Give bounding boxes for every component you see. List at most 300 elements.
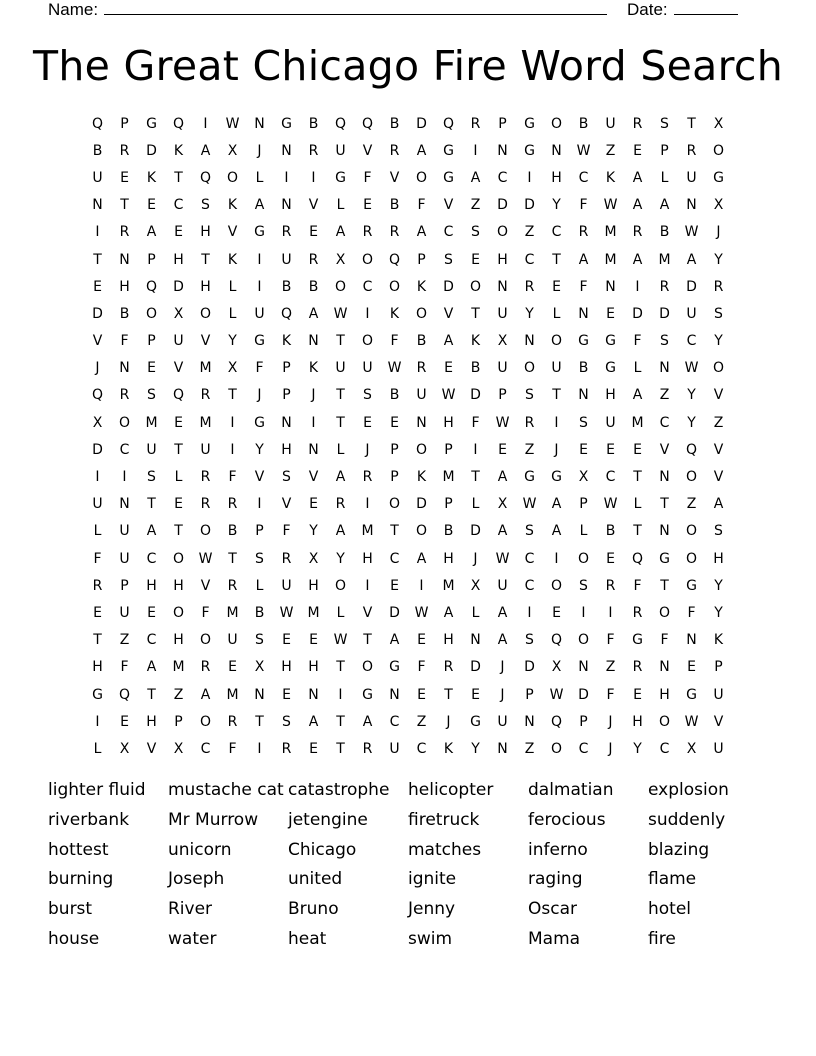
grid-letter[interactable]: Y [471, 740, 480, 757]
grid-letter[interactable]: C [524, 251, 535, 268]
grid-letter[interactable]: O [577, 550, 590, 567]
grid-letter[interactable]: Z [605, 659, 616, 676]
grid-letter[interactable]: X [497, 496, 508, 513]
grid-letter[interactable]: I [473, 142, 478, 159]
grid-letter[interactable]: N [659, 523, 670, 540]
grid-letter[interactable]: P [498, 115, 507, 132]
grid-letter[interactable]: A [470, 169, 481, 186]
grid-letter[interactable]: R [470, 115, 481, 132]
grid-letter[interactable]: G [578, 333, 589, 350]
grid-letter[interactable]: L [255, 169, 264, 186]
grid-letter[interactable]: Z [524, 224, 535, 241]
grid-letter[interactable]: U [713, 740, 724, 757]
grid-letter[interactable]: W [279, 604, 294, 621]
grid-letter[interactable]: W [495, 550, 510, 567]
grid-letter[interactable]: N [659, 360, 670, 377]
grid-letter[interactable]: Q [118, 686, 131, 703]
grid-letter[interactable]: X [335, 251, 346, 268]
grid-letter[interactable]: U [119, 550, 130, 567]
grid-letter[interactable]: C [416, 740, 427, 757]
grid-letter[interactable]: V [362, 604, 373, 621]
grid-letter[interactable]: T [552, 387, 561, 404]
grid-letter[interactable]: H [497, 251, 508, 268]
grid-letter[interactable]: X [92, 414, 103, 431]
grid-letter[interactable]: W [333, 632, 348, 649]
grid-letter[interactable]: H [200, 278, 211, 295]
grid-letter[interactable]: A [632, 197, 643, 214]
grid-letter[interactable]: I [122, 469, 127, 486]
grid-letter[interactable]: N [119, 251, 130, 268]
grid-letter[interactable]: U [227, 632, 238, 649]
grid-letter[interactable]: K [173, 142, 184, 159]
grid-letter[interactable]: R [578, 224, 589, 241]
grid-letter[interactable]: F [660, 632, 669, 649]
grid-letter[interactable]: U [551, 360, 562, 377]
grid-letter[interactable]: N [119, 496, 130, 513]
grid-letter[interactable]: E [417, 632, 426, 649]
grid-letter[interactable]: T [174, 441, 183, 458]
grid-letter[interactable]: L [93, 740, 102, 757]
grid-letter[interactable]: A [497, 469, 508, 486]
grid-letter[interactable]: O [172, 604, 185, 621]
grid-letter[interactable]: H [281, 441, 292, 458]
grid-letter[interactable]: W [387, 360, 402, 377]
grid-letter[interactable]: E [633, 142, 642, 159]
grid-letter[interactable]: A [497, 632, 508, 649]
grid-letter[interactable]: A [146, 659, 157, 676]
grid-letter[interactable]: N [659, 469, 670, 486]
grid-letter[interactable]: V [200, 577, 211, 594]
grid-letter[interactable]: V [308, 197, 319, 214]
grid-letter[interactable]: M [658, 251, 671, 268]
grid-letter[interactable]: X [713, 197, 724, 214]
grid-letter[interactable]: E [633, 441, 642, 458]
grid-letter[interactable]: R [119, 387, 130, 404]
grid-letter[interactable]: Z [713, 414, 724, 431]
grid-letter[interactable]: N [281, 197, 292, 214]
grid-letter[interactable]: L [471, 496, 480, 513]
grid-letter[interactable]: O [226, 169, 239, 186]
grid-letter[interactable]: V [713, 713, 724, 730]
grid-letter[interactable]: U [605, 115, 616, 132]
grid-letter[interactable]: F [363, 169, 372, 186]
grid-letter[interactable]: U [92, 496, 103, 513]
grid-letter[interactable]: N [497, 740, 508, 757]
grid-letter[interactable]: R [308, 142, 319, 159]
grid-letter[interactable]: V [389, 169, 400, 186]
grid-letter[interactable]: I [338, 686, 343, 703]
grid-letter[interactable]: N [308, 686, 319, 703]
grid-letter[interactable]: I [419, 577, 424, 594]
grid-letter[interactable]: I [554, 550, 559, 567]
grid-letter[interactable]: H [632, 713, 643, 730]
grid-letter[interactable]: Y [714, 251, 723, 268]
grid-letter[interactable]: H [443, 632, 454, 649]
grid-letter[interactable]: L [633, 360, 642, 377]
grid-letter[interactable]: O [172, 550, 185, 567]
grid-letter[interactable]: I [311, 169, 316, 186]
grid-letter[interactable]: Q [631, 550, 644, 567]
grid-letter[interactable]: L [633, 496, 642, 513]
grid-letter[interactable]: O [361, 333, 374, 350]
grid-letter[interactable]: S [525, 387, 534, 404]
grid-letter[interactable]: R [227, 713, 238, 730]
grid-letter[interactable]: O [199, 523, 212, 540]
grid-letter[interactable]: R [632, 604, 643, 621]
grid-letter[interactable]: H [443, 414, 454, 431]
grid-letter[interactable]: D [632, 305, 643, 322]
grid-letter[interactable]: T [633, 523, 642, 540]
grid-letter[interactable]: N [470, 632, 481, 649]
grid-letter[interactable]: V [713, 469, 724, 486]
grid-letter[interactable]: G [686, 686, 697, 703]
grid-letter[interactable]: P [282, 387, 291, 404]
grid-letter[interactable]: X [173, 305, 184, 322]
grid-letter[interactable]: I [365, 496, 370, 513]
grid-letter[interactable]: S [147, 387, 156, 404]
grid-letter[interactable]: E [471, 251, 480, 268]
grid-letter[interactable]: V [173, 360, 184, 377]
grid-letter[interactable]: T [687, 115, 696, 132]
grid-letter[interactable]: A [200, 686, 211, 703]
grid-letter[interactable]: B [443, 523, 454, 540]
grid-letter[interactable]: V [443, 305, 454, 322]
grid-letter[interactable]: O [550, 740, 563, 757]
grid-letter[interactable]: E [606, 305, 615, 322]
grid-letter[interactable]: Z [416, 713, 427, 730]
grid-letter[interactable]: R [443, 659, 454, 676]
grid-letter[interactable]: R [119, 224, 130, 241]
grid-letter[interactable]: O [415, 305, 428, 322]
grid-letter[interactable]: T [93, 632, 102, 649]
grid-letter[interactable]: I [95, 224, 100, 241]
grid-letter[interactable]: U [605, 414, 616, 431]
grid-letter[interactable]: J [716, 224, 721, 241]
grid-letter[interactable]: Y [687, 387, 696, 404]
grid-letter[interactable]: Q [91, 387, 104, 404]
grid-letter[interactable]: G [254, 224, 265, 241]
grid-letter[interactable]: H [281, 659, 292, 676]
grid-letter[interactable]: P [579, 496, 588, 513]
grid-letter[interactable]: A [551, 496, 562, 513]
grid-letter[interactable]: H [713, 550, 724, 567]
grid-letter[interactable]: N [281, 414, 292, 431]
grid-letter[interactable]: S [660, 115, 669, 132]
grid-letter[interactable]: E [93, 604, 102, 621]
grid-letter[interactable]: J [554, 441, 559, 458]
grid-letter[interactable]: N [686, 197, 697, 214]
grid-letter[interactable]: T [336, 414, 345, 431]
grid-letter[interactable]: O [415, 169, 428, 186]
grid-letter[interactable]: U [281, 577, 292, 594]
grid-letter[interactable]: E [606, 550, 615, 567]
grid-letter[interactable]: Q [550, 632, 563, 649]
grid-letter[interactable]: J [446, 713, 451, 730]
grid-letter[interactable]: I [230, 414, 235, 431]
grid-letter[interactable]: N [497, 278, 508, 295]
grid-letter[interactable]: S [714, 305, 723, 322]
grid-letter[interactable]: C [524, 550, 535, 567]
grid-letter[interactable]: R [281, 224, 292, 241]
grid-letter[interactable]: O [145, 305, 158, 322]
grid-letter[interactable]: W [495, 414, 510, 431]
grid-letter[interactable]: E [552, 604, 561, 621]
grid-letter[interactable]: I [257, 251, 262, 268]
grid-letter[interactable]: W [522, 496, 537, 513]
grid-letter[interactable]: E [390, 414, 399, 431]
grid-letter[interactable]: R [92, 577, 103, 594]
grid-letter[interactable]: X [578, 469, 589, 486]
grid-letter[interactable]: F [471, 414, 480, 431]
grid-letter[interactable]: N [497, 142, 508, 159]
grid-letter[interactable]: V [281, 496, 292, 513]
grid-letter[interactable]: M [145, 414, 158, 431]
grid-letter[interactable]: E [309, 740, 318, 757]
grid-letter[interactable]: B [578, 115, 589, 132]
grid-letter[interactable]: Q [685, 441, 698, 458]
grid-letter[interactable]: W [684, 360, 699, 377]
grid-letter[interactable]: M [199, 360, 212, 377]
grid-letter[interactable]: T [201, 251, 210, 268]
grid-letter[interactable]: A [335, 523, 346, 540]
grid-letter[interactable]: E [120, 169, 129, 186]
grid-letter[interactable]: Z [524, 740, 535, 757]
grid-letter[interactable]: N [524, 333, 535, 350]
grid-letter[interactable]: H [200, 224, 211, 241]
grid-letter[interactable]: E [390, 577, 399, 594]
grid-letter[interactable]: R [362, 740, 373, 757]
grid-letter[interactable]: W [198, 550, 213, 567]
grid-letter[interactable]: O [658, 713, 671, 730]
grid-letter[interactable]: S [147, 469, 156, 486]
grid-letter[interactable]: T [444, 686, 453, 703]
grid-letter[interactable]: Z [659, 387, 670, 404]
grid-letter[interactable]: O [388, 496, 401, 513]
grid-letter[interactable]: U [497, 360, 508, 377]
grid-letter[interactable]: V [308, 469, 319, 486]
grid-letter[interactable]: F [606, 632, 615, 649]
grid-letter[interactable]: R [227, 577, 238, 594]
grid-letter[interactable]: M [172, 659, 185, 676]
grid-letter[interactable]: H [146, 713, 157, 730]
grid-letter[interactable]: G [524, 142, 535, 159]
grid-letter[interactable]: V [443, 197, 454, 214]
grid-letter[interactable]: R [416, 360, 427, 377]
grid-letter[interactable]: G [632, 632, 643, 649]
grid-letter[interactable]: Q [361, 115, 374, 132]
grid-letter[interactable]: O [361, 659, 374, 676]
grid-letter[interactable]: B [389, 197, 400, 214]
grid-letter[interactable]: I [257, 740, 262, 757]
grid-letter[interactable]: E [309, 224, 318, 241]
grid-letter[interactable]: H [659, 686, 670, 703]
grid-letter[interactable]: Q [91, 115, 104, 132]
grid-letter[interactable]: R [605, 577, 616, 594]
grid-letter[interactable]: X [497, 333, 508, 350]
grid-letter[interactable]: D [146, 142, 157, 159]
grid-letter[interactable]: R [632, 659, 643, 676]
grid-letter[interactable]: C [146, 550, 157, 567]
grid-letter[interactable]: U [119, 523, 130, 540]
grid-letter[interactable]: O [685, 523, 698, 540]
grid-letter[interactable]: M [361, 523, 374, 540]
grid-letter[interactable]: L [336, 197, 345, 214]
grid-letter[interactable]: X [308, 550, 319, 567]
grid-letter[interactable]: P [174, 713, 183, 730]
grid-letter[interactable]: K [713, 632, 724, 649]
grid-letter[interactable]: P [390, 441, 399, 458]
grid-letter[interactable]: B [389, 115, 400, 132]
grid-letter[interactable]: P [444, 496, 453, 513]
grid-letter[interactable]: J [257, 142, 262, 159]
grid-letter[interactable]: Q [442, 115, 455, 132]
grid-letter[interactable]: K [281, 333, 292, 350]
grid-letter[interactable]: U [281, 251, 292, 268]
grid-letter[interactable]: O [199, 713, 212, 730]
grid-letter[interactable]: C [686, 333, 697, 350]
grid-letter[interactable]: S [525, 632, 534, 649]
grid-letter[interactable]: N [578, 659, 589, 676]
grid-letter[interactable]: N [389, 686, 400, 703]
grid-letter[interactable]: H [173, 577, 184, 594]
grid-letter[interactable]: R [200, 469, 211, 486]
grid-letter[interactable]: T [336, 713, 345, 730]
grid-letter[interactable]: Q [334, 115, 347, 132]
grid-letter[interactable]: T [660, 577, 669, 594]
grid-letter[interactable]: T [228, 550, 237, 567]
grid-letter[interactable]: G [443, 169, 454, 186]
grid-letter[interactable]: D [173, 278, 184, 295]
grid-letter[interactable]: W [684, 224, 699, 241]
grid-letter[interactable]: N [578, 305, 589, 322]
grid-letter[interactable]: P [282, 360, 291, 377]
grid-letter[interactable]: B [308, 115, 319, 132]
grid-letter[interactable]: C [146, 632, 157, 649]
grid-letter[interactable]: N [254, 686, 265, 703]
grid-letter[interactable]: E [309, 632, 318, 649]
grid-letter[interactable]: D [92, 441, 103, 458]
grid-letter[interactable]: L [336, 604, 345, 621]
grid-letter[interactable]: T [120, 197, 129, 214]
grid-letter[interactable]: W [414, 604, 429, 621]
grid-letter[interactable]: E [552, 278, 561, 295]
grid-letter[interactable]: E [174, 496, 183, 513]
grid-letter[interactable]: V [92, 333, 103, 350]
grid-letter[interactable]: R [281, 740, 292, 757]
grid-letter[interactable]: H [605, 387, 616, 404]
grid-letter[interactable]: R [632, 115, 643, 132]
grid-letter[interactable]: N [551, 142, 562, 159]
grid-letter[interactable]: U [497, 305, 508, 322]
grid-letter[interactable]: T [471, 305, 480, 322]
grid-letter[interactable]: I [473, 441, 478, 458]
grid-letter[interactable]: C [389, 713, 400, 730]
grid-letter[interactable]: U [254, 305, 265, 322]
grid-letter[interactable]: N [605, 278, 616, 295]
grid-letter[interactable]: X [119, 740, 130, 757]
grid-letter[interactable]: B [308, 278, 319, 295]
grid-letter[interactable]: I [527, 169, 532, 186]
grid-letter[interactable]: P [390, 469, 399, 486]
grid-letter[interactable]: U [146, 441, 157, 458]
grid-letter[interactable]: C [389, 550, 400, 567]
grid-letter[interactable]: T [363, 632, 372, 649]
grid-letter[interactable]: S [525, 523, 534, 540]
grid-letter[interactable]: O [118, 414, 131, 431]
grid-letter[interactable]: T [147, 686, 156, 703]
grid-letter[interactable]: E [606, 441, 615, 458]
grid-letter[interactable]: E [363, 414, 372, 431]
grid-letter[interactable]: F [201, 604, 210, 621]
grid-letter[interactable]: R [362, 469, 373, 486]
grid-letter[interactable]: B [281, 278, 292, 295]
grid-letter[interactable]: S [579, 577, 588, 594]
grid-letter[interactable]: H [308, 659, 319, 676]
grid-letter[interactable]: T [633, 469, 642, 486]
grid-letter[interactable]: E [228, 659, 237, 676]
grid-letter[interactable]: V [254, 469, 265, 486]
grid-letter[interactable]: F [255, 360, 264, 377]
grid-letter[interactable]: P [417, 251, 426, 268]
grid-letter[interactable]: E [444, 360, 453, 377]
grid-letter[interactable]: K [470, 333, 481, 350]
grid-letter[interactable]: F [687, 604, 696, 621]
grid-letter[interactable]: G [362, 686, 373, 703]
grid-letter[interactable]: W [603, 197, 618, 214]
grid-letter[interactable]: N [119, 360, 130, 377]
grid-letter[interactable]: C [659, 740, 670, 757]
grid-letter[interactable]: M [442, 469, 455, 486]
grid-letter[interactable]: I [581, 604, 586, 621]
grid-letter[interactable]: A [200, 142, 211, 159]
grid-letter[interactable]: H [551, 169, 562, 186]
grid-letter[interactable]: L [228, 278, 237, 295]
grid-letter[interactable]: E [633, 686, 642, 703]
grid-letter[interactable]: V [713, 387, 724, 404]
grid-letter[interactable]: A [416, 550, 427, 567]
grid-letter[interactable]: S [471, 224, 480, 241]
grid-letter[interactable]: N [92, 197, 103, 214]
grid-letter[interactable]: Z [470, 197, 481, 214]
grid-letter[interactable]: Z [524, 441, 535, 458]
grid-letter[interactable]: L [336, 441, 345, 458]
grid-letter[interactable]: F [120, 659, 129, 676]
grid-letter[interactable]: E [120, 713, 129, 730]
grid-letter[interactable]: R [524, 414, 535, 431]
grid-letter[interactable]: H [362, 550, 373, 567]
grid-letter[interactable]: P [660, 142, 669, 159]
grid-letter[interactable]: T [552, 251, 561, 268]
grid-letter[interactable]: A [497, 523, 508, 540]
grid-letter[interactable]: R [308, 251, 319, 268]
grid-letter[interactable]: J [365, 441, 370, 458]
date-field-group[interactable] [627, 0, 738, 19]
grid-letter[interactable]: U [173, 333, 184, 350]
grid-letter[interactable]: W [603, 496, 618, 513]
grid-letter[interactable]: L [579, 523, 588, 540]
grid-letter[interactable]: E [147, 604, 156, 621]
grid-letter[interactable]: C [578, 169, 589, 186]
grid-letter[interactable]: Y [714, 604, 723, 621]
grid-letter[interactable]: G [443, 142, 454, 159]
date-blank-line[interactable] [674, 0, 738, 15]
grid-letter[interactable]: B [92, 142, 103, 159]
grid-letter[interactable]: Y [687, 414, 696, 431]
grid-letter[interactable]: A [578, 251, 589, 268]
grid-letter[interactable]: M [631, 414, 644, 431]
grid-letter[interactable]: D [416, 496, 427, 513]
grid-letter[interactable]: O [199, 632, 212, 649]
